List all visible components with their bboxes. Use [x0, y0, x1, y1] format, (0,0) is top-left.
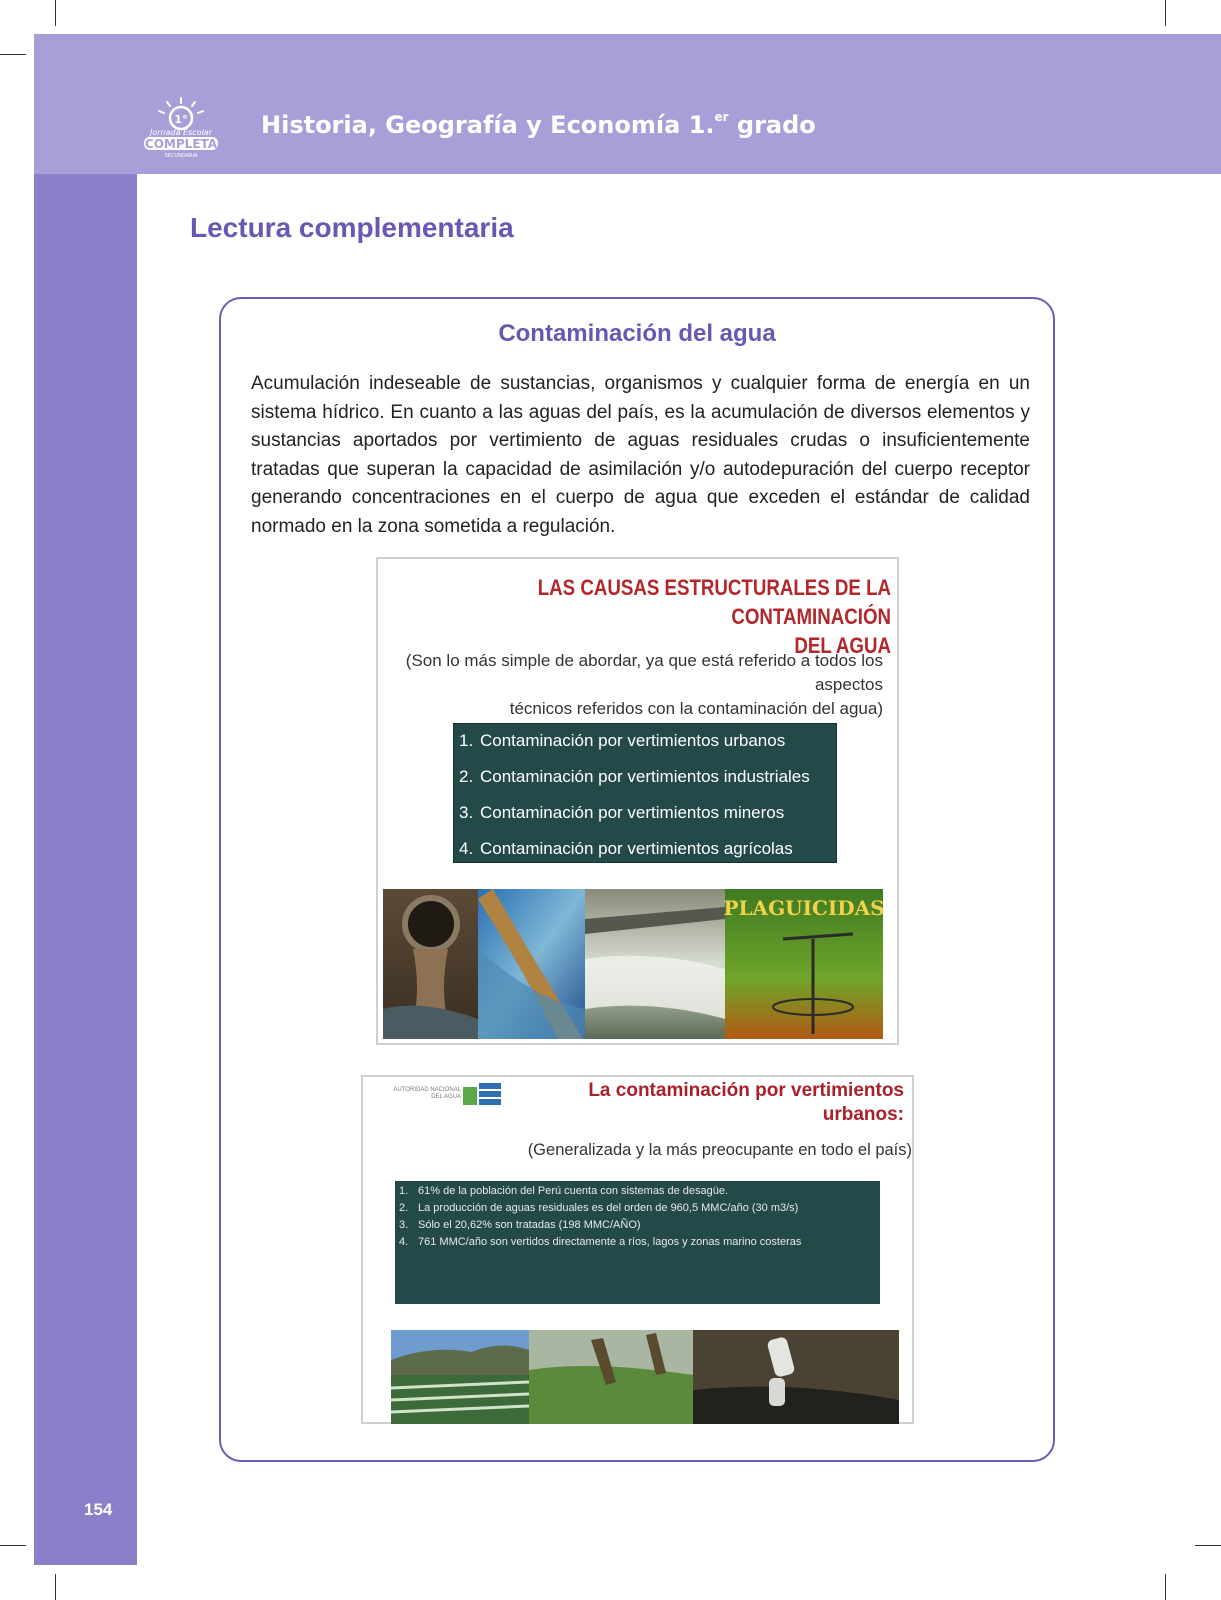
list-item-number: 2. [399, 1202, 409, 1214]
crop-mark [1165, 1574, 1166, 1600]
list-item-number: 4. [459, 839, 474, 858]
section-title: Lectura complementaria [190, 212, 514, 243]
list-item [399, 1235, 872, 1250]
article-title: Contaminación del agua [498, 320, 776, 347]
plaguicidas-poster [723, 889, 884, 1039]
logo-top-text: Jornada Escolar [150, 128, 212, 137]
logo-bottom-text: SECUNDARIA [164, 153, 198, 158]
slide1-causes-list [453, 723, 837, 863]
svg-text:1°: 1° [174, 113, 188, 126]
list-item-number: 1. [459, 731, 474, 750]
page-number: 154 [84, 1500, 113, 1519]
list-item [459, 728, 836, 764]
slide1-title [475, 573, 892, 660]
sewage-pipe-photo [383, 889, 478, 1039]
list-item [459, 800, 836, 836]
header-title-sup: er [714, 110, 729, 124]
jornada-escolar-completa-logo [140, 96, 222, 158]
slide2-title [534, 1079, 904, 1127]
ana-logo [365, 1081, 505, 1109]
slide1-subtitle [403, 649, 883, 721]
slide2-photo-strip [391, 1330, 899, 1424]
slide2-title-line2: urbanos: [822, 1104, 904, 1125]
page-header-title [261, 110, 816, 139]
list-item [399, 1184, 872, 1199]
treatment-channel-photo [585, 889, 725, 1039]
discharge-pipe-photo [693, 1330, 899, 1424]
slide1-subtitle-line1: (Son lo más simple de abordar, ya que está referido a todos los aspectos [405, 651, 883, 694]
list-item-text: Contaminación por vertimientos mineros [480, 803, 785, 822]
list-item-text: Contaminación por vertimientos agrícolas [480, 839, 793, 858]
list-item-number: 4. [399, 1236, 409, 1248]
poster-title: PLAGUICIDAS [723, 896, 885, 920]
crop-mark [1195, 1545, 1221, 1546]
list-item-number: 1. [399, 1185, 409, 1197]
list-item [399, 1218, 872, 1233]
slide1-title-line1: LAS CAUSAS ESTRUCTURALES DE LA CONTAMINACIÓN [537, 575, 891, 629]
logo-main-text: COMPLETA [144, 137, 218, 151]
slide2-subtitle: (Generalizada y la más preocupante en todo el país) [527, 1141, 912, 1159]
header-title-end: grado [728, 111, 816, 139]
list-item [459, 764, 836, 800]
ana-logo-text-line1: AUTORIDAD NACIONAL [393, 1087, 461, 1093]
crop-mark [0, 1545, 26, 1546]
slide-vertimientos-urbanos [361, 1075, 914, 1424]
header-title-main: Historia, Geografía y Economía 1. [261, 111, 715, 139]
ana-logo-text [365, 1087, 461, 1101]
side-band [34, 174, 137, 1565]
list-item-number: 3. [399, 1219, 409, 1231]
slide1-title-line2: DEL AGUA [794, 633, 891, 658]
treatment-ponds-photo [391, 1330, 529, 1424]
list-item [399, 1201, 872, 1216]
list-item-text: 761 MMC/año son vertidos directamente a ríos, lagos y zonas marino costeras [418, 1236, 802, 1248]
slide1-photo-strip [383, 889, 894, 1039]
list-item-text: La producción de aguas residuales es del orden de 960,5 MMC/año (30 m3/s) [418, 1202, 799, 1214]
list-item-text: Contaminación por vertimientos urbanos [480, 731, 786, 750]
slide1-subtitle-line2: técnicos referidos con la contaminación del agua) [509, 699, 883, 718]
list-item-text: Sólo el 20,62% son tratadas (198 MMC/AÑO) [418, 1219, 641, 1231]
list-item-text: Contaminación por vertimientos industriales [480, 767, 810, 786]
list-item-number: 2. [459, 767, 474, 786]
crop-mark [55, 1574, 56, 1600]
crop-mark [1165, 0, 1166, 26]
slide2-title-line1: La contaminación por vertimientos [588, 1080, 904, 1101]
article-body: Acumulación indeseable de sustancias, organismos y cualquier forma de energía en un sistema hídrico. En cuanto a las aguas del país, es la acumulación de diversos elementos y sustancias aportados por vertimiento de aguas residuales crudas o insuficientemente tratadas que superan la capacidad de asimilación y/o autodepuración del cuerpo receptor generando concentraciones en el cuerpo de agua que exceden el estándar de calidad normado en la zona sometida a regulación. [251, 373, 1030, 537]
list-item-text: 61% de la población del Perú cuenta con sistemas de desagüe. [418, 1185, 729, 1197]
list-item-number: 3. [459, 803, 474, 822]
crop-mark [55, 0, 56, 26]
ana-logo-text-line2: DEL AGUA [431, 1094, 461, 1100]
crop-mark [0, 54, 26, 55]
slide-causas-estructurales [376, 557, 899, 1045]
ana-logo-icon [463, 1083, 505, 1107]
excavator-photo [529, 1330, 693, 1424]
polluted-river-photo [478, 889, 585, 1039]
list-item [459, 836, 836, 872]
slide2-facts-list [395, 1181, 880, 1304]
